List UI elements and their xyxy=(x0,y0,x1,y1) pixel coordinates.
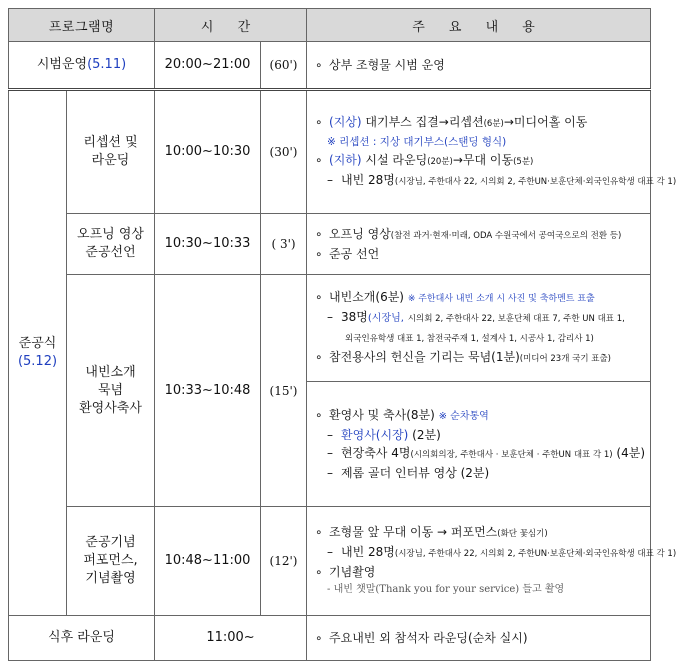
ceremony-name: 준공식 xyxy=(18,336,57,351)
performance-duration: (12') xyxy=(261,507,307,616)
dash: – xyxy=(327,310,334,324)
reception-l2-note: ※ 리셉션 : 지상 대기부스(스탠딩 형식) xyxy=(327,136,507,148)
reception-l1-text2: →미디어홀 이동 xyxy=(503,115,588,129)
ceremony-program xyxy=(9,90,67,616)
intro-b4-text: 제롬 골더 인터뷰 영상 (2분) xyxy=(341,466,490,480)
reception-l3-text2: →무대 이동 xyxy=(452,153,514,167)
bullet: ∘ xyxy=(315,408,323,422)
reception-l3-text: 시설 라운딩 xyxy=(365,153,428,167)
performance-l2-text: 내빈 28명 xyxy=(341,545,395,559)
intro-content-b xyxy=(307,382,651,507)
intro-a2-small: 시의회 2, 주한대사 22, 보훈단체 대표 7, 주한 UN 대표 1, xyxy=(407,314,625,324)
reception-l4-small: (시장님, 주한대사 22, 시의회 2, 주한UN·보훈단체·외국인유학생 대표 각 1) xyxy=(394,177,676,187)
header-row xyxy=(9,9,651,42)
intro-a3-small: 외국인유학생 대표 1, 참전국주재 1, 설계사 1, 시공사 1, 감리사 1) xyxy=(345,334,594,344)
dash: – xyxy=(327,466,334,480)
intro-b2-text2: (2분) xyxy=(412,428,441,442)
lunch-content xyxy=(307,616,651,661)
bullet: ∘ xyxy=(315,631,323,645)
lunch-time: 11:00~ xyxy=(155,616,307,661)
reception-l3-small: (20분) xyxy=(427,157,453,167)
row-reception xyxy=(9,90,651,214)
dash: – xyxy=(327,173,334,187)
opening-name-line2: 준공선언 xyxy=(85,245,136,260)
intro-name-line2: 묵념 xyxy=(97,382,124,398)
intro-b3-small: (시의회의장, 주한대사 · 보훈단체 · 주한UN 대표 각 1) xyxy=(410,450,613,460)
reception-duration: (30') xyxy=(261,90,307,214)
performance-content xyxy=(307,507,676,616)
bullet: ∘ xyxy=(315,247,323,261)
bullet: ∘ xyxy=(315,350,323,364)
performance-name-line3: 기념촬영 xyxy=(85,571,136,586)
row-trial xyxy=(9,42,651,90)
intro-b1-note: ※ 순차통역 xyxy=(438,411,489,422)
reception-l3-small2: (5분) xyxy=(513,157,534,167)
header-time: 시 간 xyxy=(155,9,307,42)
performance-l3-text: 기념촬영 xyxy=(329,565,376,579)
dash: – xyxy=(327,428,334,442)
performance-name-line2: 퍼포먼스, xyxy=(83,553,138,568)
opening-l2-text: 준공 선언 xyxy=(329,247,380,261)
intro-time: 10:33~10:48 xyxy=(155,275,261,507)
row-intro xyxy=(9,275,651,382)
opening-name xyxy=(67,214,155,275)
header-content: 주 요 내 용 xyxy=(307,9,651,42)
dash: – xyxy=(327,446,334,460)
reception-time: 10:00~10:30 xyxy=(155,90,261,214)
opening-time: 10:30~10:33 xyxy=(155,214,261,275)
intro-a4-small: (미디어 23개 국기 표출) xyxy=(519,354,611,364)
trial-program xyxy=(9,42,155,90)
performance-l1-text: 조형물 앞 무대 이동 → 퍼포먼스 xyxy=(329,525,498,539)
reception-l3-tag: (지하) xyxy=(329,153,362,167)
trial-content xyxy=(307,42,651,90)
opening-name-line1: 오프닝 영상 xyxy=(77,227,144,242)
intro-b3-text2: (4분) xyxy=(616,446,646,460)
reception-name-line2: 라운딩 xyxy=(91,153,130,168)
performance-name-line1: 준공기념 xyxy=(85,535,136,550)
intro-name xyxy=(67,275,155,507)
row-opening xyxy=(9,214,651,275)
row-lunch xyxy=(9,616,651,661)
intro-a1-text: 내빈소개(6분) xyxy=(329,290,404,304)
lunch-text: 주요내빈 외 참석자 라운딩(순차 실시) xyxy=(329,631,528,645)
trial-duration: (60') xyxy=(261,42,307,90)
bullet: ∘ xyxy=(315,58,323,72)
bullet: ∘ xyxy=(315,153,323,167)
intro-b1-text: 환영사 및 축사(8분) xyxy=(329,408,435,422)
intro-a2-text: 38명 xyxy=(341,310,368,324)
bullet: ∘ xyxy=(315,290,323,304)
lunch-name: 식후 라운딩 xyxy=(9,616,155,661)
opening-l1-text: 오프닝 영상 xyxy=(329,227,391,241)
bullet: ∘ xyxy=(315,227,323,241)
intro-a2-blue: (시장님, xyxy=(367,313,404,324)
intro-content-a xyxy=(307,275,651,382)
intro-a4-text: 참전용사의 헌신을 기리는 묵념(1분) xyxy=(329,350,520,364)
intro-name-line1: 내빈소개 xyxy=(85,364,136,380)
performance-time: 10:48~11:00 xyxy=(155,507,261,616)
bullet: ∘ xyxy=(315,565,323,579)
bullet: ∘ xyxy=(315,115,323,129)
opening-l1-small: (참전 과거·현재·미래, ODA 수원국에서 공여국으로의 전환 등) xyxy=(390,231,622,241)
reception-name xyxy=(67,90,155,214)
row-performance xyxy=(9,507,651,616)
bullet: ∘ xyxy=(315,525,323,539)
schedule-table xyxy=(8,8,676,661)
intro-duration: (15') xyxy=(261,275,307,507)
reception-content xyxy=(307,90,676,214)
performance-l1-small: (화단 꽃심기) xyxy=(497,529,548,539)
trial-name: 시범운영 xyxy=(36,57,88,72)
trial-time: 20:00~21:00 xyxy=(155,42,261,90)
reception-l4-text: 내빈 28명 xyxy=(341,173,395,187)
dash: – xyxy=(327,545,334,559)
reception-name-line1: 리셉션 및 xyxy=(83,135,138,150)
intro-a1-note: ※ 주한대사 내빈 소개 시 사진 및 축하멘트 표출 xyxy=(407,294,595,304)
intro-b3-text: 현장축사 4명 xyxy=(341,446,411,460)
intro-b2-text: 환영사(시장) xyxy=(341,428,409,442)
performance-l2-small: (시장님, 주한대사 22, 시의회 2, 주한UN·보훈단체·외국인유학생 대표 각 1) xyxy=(394,549,676,559)
opening-content xyxy=(307,214,651,275)
header-program: 프로그램명 xyxy=(9,9,155,42)
reception-l1-text: 대기부스 집결→리셉션 xyxy=(365,115,484,129)
trial-text: 상부 조형물 시범 운영 xyxy=(329,58,445,72)
reception-l1-small: (6분) xyxy=(483,119,504,129)
ceremony-date: (5.12) xyxy=(17,354,58,369)
trial-date: (5.11) xyxy=(87,57,127,72)
opening-duration: ( 3') xyxy=(261,214,307,275)
intro-name-line3: 환영사축사 xyxy=(79,400,142,416)
performance-l4-text: - 내빈 챗말(Thank you for your service) 들고 촬영 xyxy=(327,584,565,595)
reception-l1-tag: (지상) xyxy=(329,115,362,129)
performance-name xyxy=(67,507,155,616)
